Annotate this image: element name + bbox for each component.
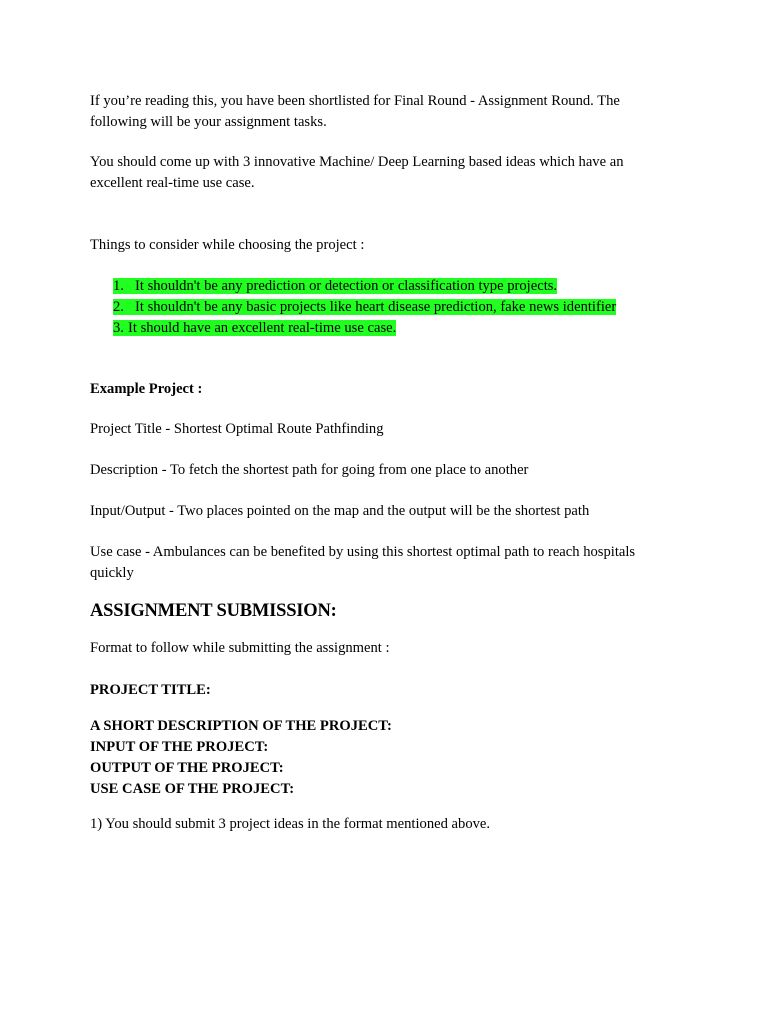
highlighted-text bbox=[113, 278, 557, 294]
list-marker: 2. bbox=[113, 299, 124, 315]
list-marker: 3. bbox=[113, 320, 124, 336]
list-marker: 1. bbox=[113, 278, 124, 294]
field-usecase: USE CASE OF THE PROJECT: bbox=[90, 781, 295, 797]
intro-paragraph: If you’re reading this, you have been shortlisted for Final Round - Assignment Round. The following will be your assignment tasks. bbox=[90, 93, 620, 130]
highlighted-text bbox=[113, 299, 616, 315]
submission-heading: ASSIGNMENT SUBMISSION: bbox=[90, 601, 337, 621]
list-item-text: It shouldn't be any prediction or detection or classification type projects. bbox=[135, 278, 558, 294]
highlighted-text bbox=[113, 320, 396, 336]
field-output: OUTPUT OF THE PROJECT: bbox=[90, 760, 284, 776]
submission-fields bbox=[90, 716, 670, 800]
example-description-line: Description - To fetch the shortest path for going from one place to another bbox=[90, 462, 529, 478]
list-item bbox=[113, 276, 616, 297]
field-input: INPUT OF THE PROJECT: bbox=[90, 739, 269, 755]
example-heading: Example Project : bbox=[90, 381, 203, 397]
considerations-list bbox=[113, 276, 616, 339]
list-item-text: It shouldn't be any basic projects like heart disease prediction, fake news identifier bbox=[135, 299, 617, 315]
list-item-text: It should have an excellent real-time use case. bbox=[128, 320, 397, 336]
example-usecase-line: Use case - Ambulances can be benefited by using this shortest optimal path to reach hospitals quickly bbox=[90, 544, 636, 581]
format-line: Format to follow while submitting the assignment : bbox=[90, 640, 390, 656]
project-title-field: PROJECT TITLE: bbox=[90, 682, 211, 698]
example-io-line: Input/Output - Two places pointed on the map and the output will be the shortest path bbox=[90, 503, 590, 519]
task-paragraph: You should come up with 3 innovative Machine/ Deep Learning based ideas which have an excellent real-time use case. bbox=[90, 154, 624, 191]
consider-heading: Things to consider while choosing the project : bbox=[90, 237, 365, 253]
list-item bbox=[113, 297, 616, 318]
example-title-line: Project Title - Shortest Optimal Route Pathfinding bbox=[90, 421, 384, 437]
list-item bbox=[113, 318, 616, 339]
submission-note: 1) You should submit 3 project ideas in the format mentioned above. bbox=[90, 816, 491, 832]
field-description: A SHORT DESCRIPTION OF THE PROJECT: bbox=[90, 718, 392, 734]
